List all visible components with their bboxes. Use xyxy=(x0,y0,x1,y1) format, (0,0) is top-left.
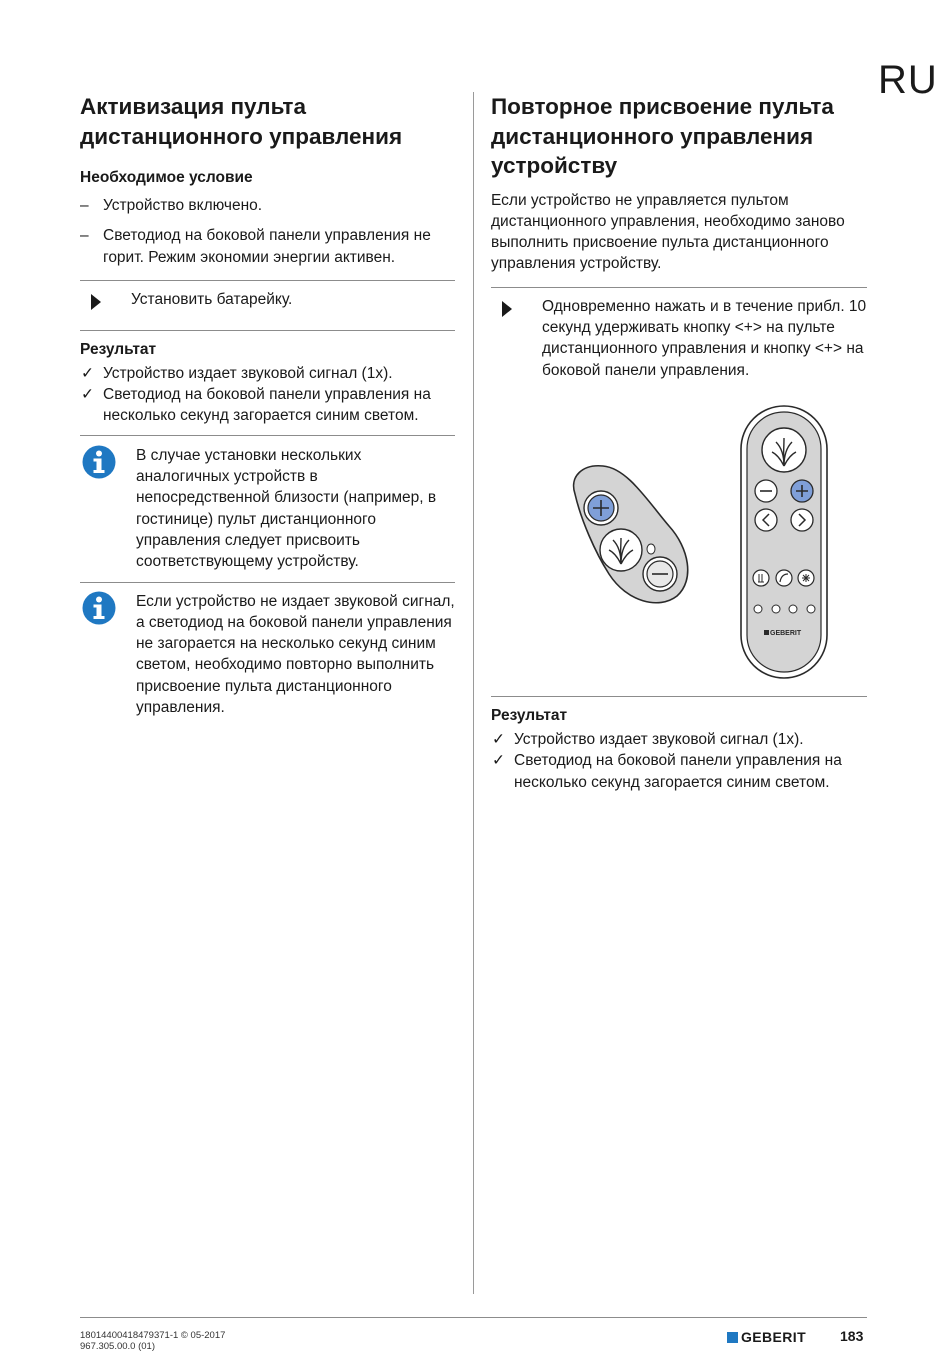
right-column xyxy=(491,92,867,381)
list-item: – Светодиод на боковой панели управления не горит. Режим экономии энергии активен. xyxy=(80,227,431,266)
brand-name: GEBERIT xyxy=(741,1329,807,1345)
info-icon xyxy=(82,591,116,625)
divider xyxy=(80,435,455,436)
right-result-block xyxy=(491,696,867,793)
list-item: – Устройство включено. xyxy=(80,195,455,216)
remote-brand-label: GEBERIT xyxy=(770,630,802,637)
remote-function-button-1 xyxy=(753,570,769,586)
divider xyxy=(491,696,867,697)
result-list xyxy=(491,729,867,793)
footer-divider xyxy=(80,1317,867,1318)
remote-pairing-illustration xyxy=(565,404,835,680)
list-item: ✓ Светодиод на боковой панели управления на несколько секунд загорается синим светом. xyxy=(81,386,431,425)
info-note: В случае установки нескольких аналогичных устройств в непосредственной близости (например, в гостинице) пульт дистанционного управления следует присвоить соответствующему устройству. xyxy=(80,445,455,573)
list-item: ✓ Светодиод на боковой панели управления на несколько секунд загорается синим светом. xyxy=(492,752,842,791)
result-list xyxy=(80,363,455,427)
left-column xyxy=(80,92,455,718)
document-code-secondary: 967.305.00.0 (01) xyxy=(80,1341,156,1352)
step-arrow-icon xyxy=(502,301,512,317)
check-icon: ✓ xyxy=(492,752,505,770)
section-title-activation: Активизация пульта дистанционного управления xyxy=(80,94,403,149)
check-icon: ✓ xyxy=(81,364,94,382)
remote-illustration-svg xyxy=(565,404,835,680)
divider xyxy=(491,287,867,288)
section-title-reassignment: Повторное присвоение пульта дистанционного управления устройству xyxy=(491,94,834,178)
list-item: ✓ Устройство издает звуковой сигнал (1x). xyxy=(80,363,455,384)
check-icon: ✓ xyxy=(492,731,505,748)
brand-logo xyxy=(727,1329,806,1345)
dash-marker: – xyxy=(80,197,89,214)
document-code: 18014400418479371-1 © 05-2017 xyxy=(80,1330,226,1341)
side-led xyxy=(647,544,655,554)
divider xyxy=(80,330,455,331)
result-heading: Результат xyxy=(80,340,157,358)
precondition-heading: Необходимое условие xyxy=(80,169,253,186)
list-item: ✓ Устройство издает звуковой сигнал (1x). xyxy=(491,729,867,750)
side-control-panel xyxy=(574,466,688,603)
divider xyxy=(80,280,455,281)
instruction-step: Установить батарейку. xyxy=(80,289,455,330)
instruction-step: Одновременно нажать и в течение прибл. 10 секунд удерживать кнопку <+> на пульте дистанционного управления и кнопку <+> на боковой панели управления. xyxy=(491,296,867,381)
step-arrow-icon xyxy=(91,294,101,310)
remote-left-button xyxy=(755,509,777,531)
language-tab: RU xyxy=(878,58,938,102)
result-heading: Результат xyxy=(491,707,568,724)
check-icon: ✓ xyxy=(81,386,94,404)
info-icon xyxy=(82,445,116,479)
info-note: Если устройство не издает звуковой сигнал, а светодиод на боковой панели управления не загорается на несколько секунд синим светом, необходимо повторно выполнить присвоение пульта дистанционного управления. xyxy=(80,591,455,719)
brand-square-icon xyxy=(727,1332,738,1343)
intro-paragraph: Если устройство не управляется пультом дистанционного управления, необходимо заново выполнить присвоение пульта дистанционного управления устройству. xyxy=(491,191,845,273)
column-divider xyxy=(473,92,474,1294)
page-number: 183 xyxy=(840,1328,864,1344)
remote-right-button xyxy=(791,509,813,531)
remote-function-button-2 xyxy=(776,570,792,586)
divider xyxy=(80,582,455,583)
precondition-list xyxy=(80,195,455,268)
remote-control xyxy=(741,406,827,678)
dash-marker: – xyxy=(80,227,89,245)
